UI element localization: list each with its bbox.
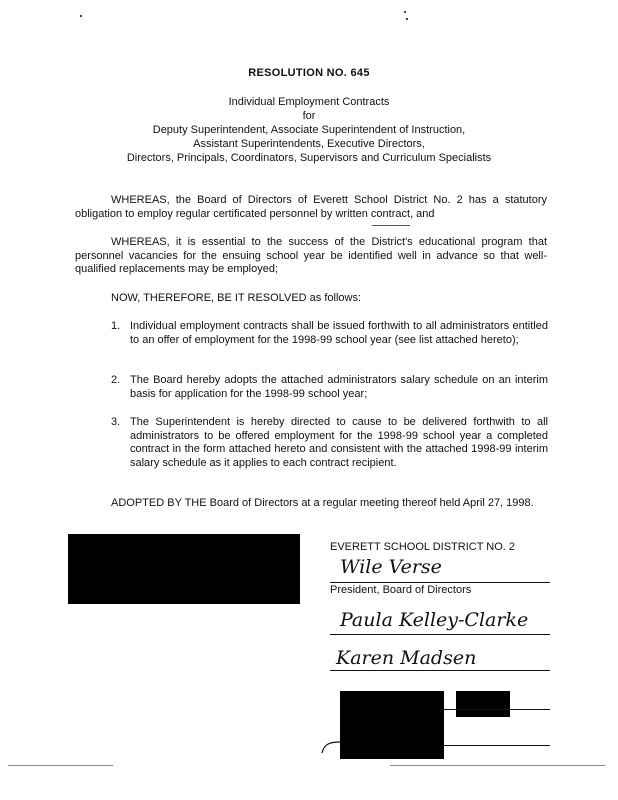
subtitle-line: Directors, Principals, Coordinators, Supervisors and Curriculum Specialists bbox=[126, 152, 492, 164]
item-number: 3. bbox=[111, 416, 121, 428]
signature-line bbox=[444, 745, 550, 746]
scan-mark bbox=[8, 765, 113, 766]
president-label: President, Board of Directors bbox=[330, 584, 472, 596]
item-number: 2. bbox=[111, 374, 121, 386]
signature-line bbox=[330, 582, 550, 583]
whereas-paragraph-2: WHEREAS, it is essential to the success of the District's educational program that personnel vacancies for the ensuing school year be identified well in advance so that well-qualified replacements may be employed; bbox=[75, 236, 547, 275]
scan-mark bbox=[372, 225, 410, 226]
signature-director: Karen Madsen bbox=[336, 647, 477, 669]
signature-president: Wile Verse bbox=[340, 556, 442, 578]
signature-director: Paula Kelley-Clarke bbox=[340, 609, 529, 631]
redaction-block bbox=[68, 534, 300, 604]
redaction-block bbox=[456, 691, 510, 717]
scan-mark bbox=[390, 765, 605, 766]
signature-line bbox=[444, 709, 550, 710]
item-number: 1. bbox=[111, 320, 121, 332]
resolution-title: RESOLUTION NO. 645 bbox=[248, 67, 370, 79]
redaction-block bbox=[340, 691, 444, 759]
subtitle-line: for bbox=[302, 110, 316, 122]
item-text: The Board hereby adopts the attached administrators salary schedule on an interim basis for application for the 1998-99 school year; bbox=[130, 374, 548, 400]
scan-speck bbox=[80, 15, 82, 17]
subtitle-line: Deputy Superintendent, Associate Superintendent of Instruction, bbox=[152, 124, 466, 136]
signature-stroke bbox=[318, 738, 344, 756]
resolved-heading: NOW, THEREFORE, BE IT RESOLVED as follows: bbox=[111, 292, 362, 304]
scan-speck bbox=[406, 18, 408, 20]
scan-speck bbox=[404, 11, 406, 13]
subtitle-line: Individual Employment Contracts bbox=[228, 96, 390, 108]
adopted-paragraph: ADOPTED BY THE Board of Directors at a regular meeting thereof held April 27, 1998. bbox=[111, 497, 534, 509]
whereas-paragraph-1: WHEREAS, the Board of Directors of Everett School District No. 2 has a statutory obligation to employ regular certificated personnel by written contract, and bbox=[75, 194, 547, 220]
item-text: The Superintendent is hereby directed to cause to be delivered forthwith to all administrators to be offered employment for the 1998-99 school year a completed contract in the form attached hereto and consistent with the attached 1998-99 interim salary schedule as it applies to each contract recipient. bbox=[130, 416, 548, 469]
item-text: Individual employment contracts shall be issued forthwith to all administrators entitled to an offer of employment for the 1998-99 school year (see list attached hereto); bbox=[130, 320, 548, 346]
subtitle-line: Assistant Superintendents, Executive Directors, bbox=[193, 138, 425, 150]
signature-line bbox=[330, 670, 550, 671]
signature-line bbox=[330, 634, 550, 635]
district-name: EVERETT SCHOOL DISTRICT NO. 2 bbox=[330, 541, 515, 553]
